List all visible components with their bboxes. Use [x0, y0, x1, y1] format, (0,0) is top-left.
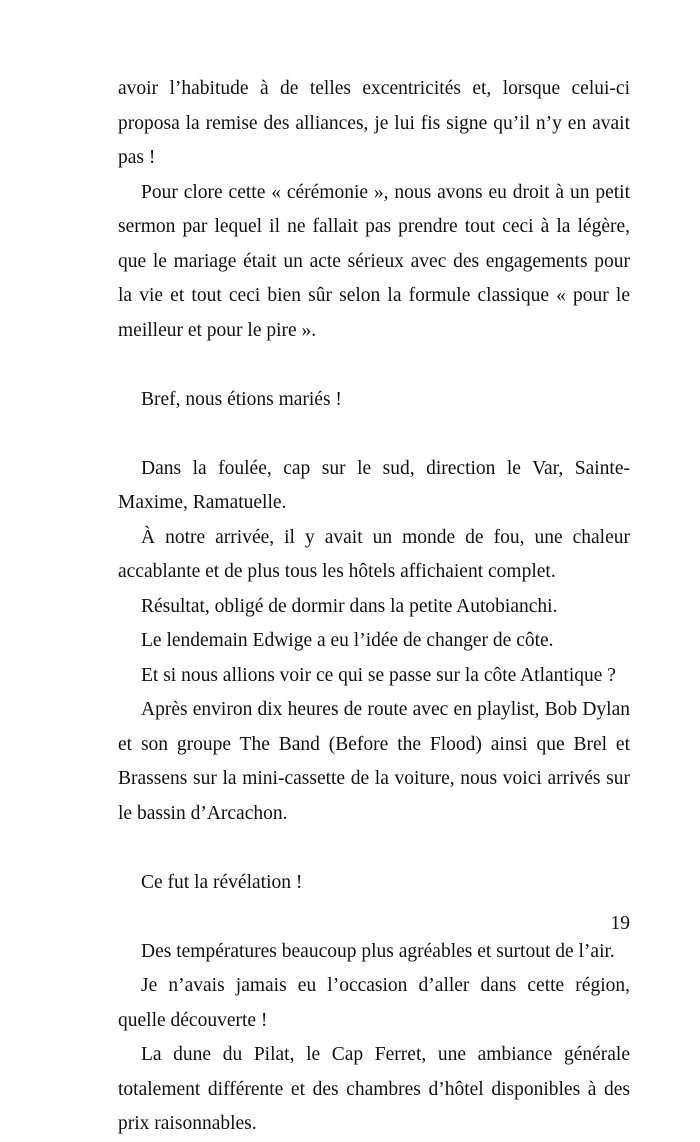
- paragraph: La dune du Pilat, le Cap Ferret, une ambiance générale totalement différente et des chambres d’hôtel disponibles à des prix raisonnables.: [118, 1044, 630, 1134]
- paragraph: avoir l’habitude à de telles excentricités et, lorsque celui-ci proposa la remise des alliances, je lui fis signe qu’il n’y en avait pas !: [118, 78, 630, 168]
- paragraph: Bref, nous étions mariés !: [141, 388, 342, 410]
- blank-line: [118, 348, 630, 383]
- paragraph: Résultat, obligé de dormir dans la petite Autobianchi.: [141, 595, 558, 617]
- blank-line: [118, 900, 630, 935]
- paragraph: Je n’avais jamais eu l’occasion d’aller dans cette région, quelle découverte !: [118, 975, 630, 1031]
- blank-line: [118, 417, 630, 452]
- paragraph: Des températures beaucoup plus agréables et surtout de l’air.: [141, 940, 615, 962]
- paragraph: Ce fut la révélation !: [141, 871, 303, 893]
- blank-line: [118, 831, 630, 866]
- paragraph: Pour clore cette « cérémonie », nous avons eu droit à un petit sermon par lequel il ne fallait pas prendre tout ceci à la légère, que le mariage était un acte sérieux avec des engagements pour la vie et tout ceci bien sûr selon la formule classique « pour le meilleur et pour le pire ».: [118, 181, 630, 341]
- paragraph: Après environ dix heures de route avec en playlist, Bob Dylan et son groupe The Band (Before the Flood) ainsi que Brel et Brassens sur la mini-cassette de la voiture, nous voici arrivés sur le bassin d’Arcachon.: [118, 699, 630, 824]
- paragraph: Le lendemain Edwige a eu l’idée de changer de côte.: [141, 630, 554, 651]
- paragraph: À notre arrivée, il y avait un monde de fou, une chaleur accablante et de plus tous les hôtels affichaient complet.: [118, 526, 630, 582]
- page-number: 19: [610, 913, 630, 934]
- body-text: [118, 72, 630, 1142]
- paragraph: Dans la foulée, cap sur le sud, direction le Var, Sainte-Maxime, Ramatuelle.: [118, 457, 630, 513]
- paragraph: Et si nous allions voir ce qui se passe sur la côte Atlantique ?: [141, 664, 616, 686]
